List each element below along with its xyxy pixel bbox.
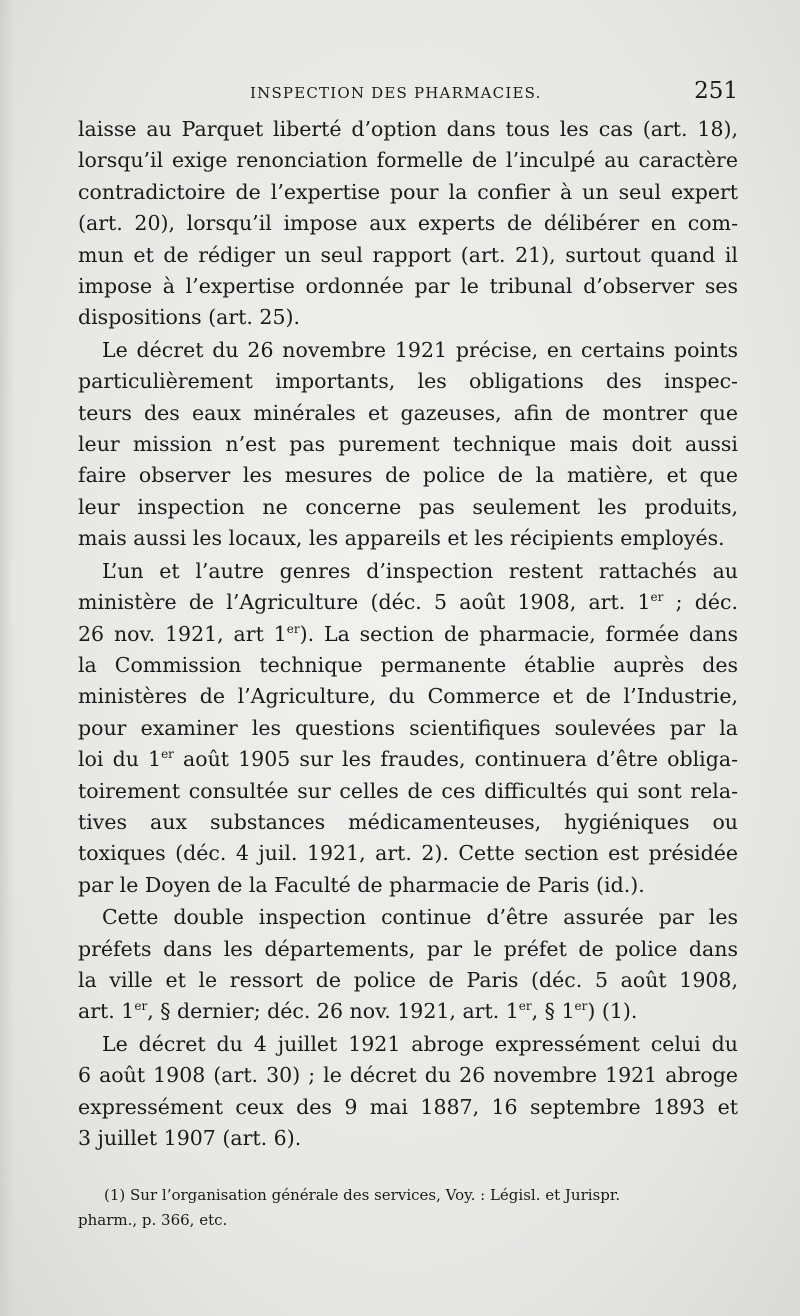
- text-line: mais aussi les locaux, les appareils et les récipients employés.: [78, 526, 725, 551]
- text-line: laisse au Parquet liberté d’option dans tous les cas (art. 18),: [78, 117, 738, 141]
- paragraph: [78, 114, 738, 334]
- text-line: lorsqu’il exige renonciation formelle de l’inculpé au caractère: [78, 148, 738, 173]
- text-line: particulièrement importants, les obligations des inspec-: [78, 369, 738, 394]
- text-line: pour examiner les questions scientifiques soulevées par la: [78, 715, 738, 740]
- paragraph: [78, 902, 738, 1028]
- text-line: 26 nov. 1921, art 1er). La section de pharmacie, formée dans: [78, 621, 738, 646]
- text-line: ministères de l’Agriculture, du Commerce et de l’Industrie,: [78, 684, 738, 709]
- text-line: leur inspection ne concerne pas seulement les produits,: [78, 494, 738, 519]
- text-line: L’un et l’autre genres d’inspection restent rattachés au: [102, 558, 738, 583]
- text-line: expressément ceux des 9 mai 1887, 16 septembre 1893 et: [78, 1094, 738, 1119]
- text-line: toirement consultée sur celles de ces difficultés qui sont rela-: [78, 778, 738, 803]
- text-line: tives aux substances médicamenteuses, hygiéniques ou: [78, 809, 738, 834]
- text-line: préfets dans les départements, par le préfet de police dans: [78, 936, 738, 961]
- footnote-line: (1) Sur l’organisation générale des services, Voy. : Législ. et Jurispr.: [104, 1186, 621, 1204]
- running-head: [78, 80, 738, 114]
- text-line: mun et de rédiger un seul rapport (art. 21), surtout quand il: [78, 242, 738, 267]
- text-line: dispositions (art. 25).: [78, 305, 301, 330]
- text-line: Le décret du 26 novembre 1921 précise, en certains points: [102, 337, 738, 362]
- text-line: impose à l’expertise ordonnée par le tribunal d’observer ses: [78, 274, 738, 299]
- text-line: par le Doyen de la Faculté de pharmacie de Paris (id.).: [78, 872, 645, 897]
- text-line: Cette double inspection continue d’être assurée par les: [102, 905, 738, 930]
- text-line: faire observer les mesures de police de la matière, et que: [78, 463, 738, 488]
- text-line: art. 1er, § dernier; déc. 26 nov. 1921, art. 1er, § 1er) (1).: [78, 999, 638, 1024]
- text-line: Le décret du 4 juillet 1921 abroge expressément celui du: [102, 1031, 738, 1056]
- text-line: leur mission n’est pas purement technique mais doit aussi: [78, 432, 738, 457]
- text-line: 6 août 1908 (art. 30) ; le décret du 26 novembre 1921 abroge: [78, 1063, 738, 1088]
- page-number: 251: [694, 78, 738, 104]
- text-line: la Commission technique permanente établie auprès des: [78, 652, 738, 677]
- text-line: la ville et le ressort de police de Paris (déc. 5 août 1908,: [78, 967, 738, 992]
- paragraph: [78, 335, 738, 555]
- text-line: ministère de l’Agriculture (déc. 5 août 1908, art. 1er ; déc.: [78, 590, 738, 615]
- running-title: INSPECTION DES PHARMACIES.: [250, 84, 542, 102]
- footnote-line: pharm., p. 366, etc.: [78, 1211, 228, 1229]
- paragraph: [78, 1029, 738, 1155]
- body-text: [78, 114, 738, 1155]
- footnote: [78, 1183, 738, 1233]
- text-line: loi du 1er août 1905 sur les fraudes, continuera d’être obliga-: [78, 747, 738, 772]
- paragraph: [78, 556, 738, 901]
- text-line: 3 juillet 1907 (art. 6).: [78, 1126, 302, 1150]
- page-edge-shadow: [0, 0, 14, 1316]
- text-line: teurs des eaux minérales et gazeuses, afin de montrer que: [78, 400, 738, 425]
- text-line: contradictoire de l’expertise pour la confier à un seul expert: [78, 179, 738, 204]
- text-line: (art. 20), lorsqu’il impose aux experts de délibérer en com-: [78, 211, 738, 236]
- text-line: toxiques (déc. 4 juil. 1921, art. 2). Cette section est présidée: [78, 841, 738, 866]
